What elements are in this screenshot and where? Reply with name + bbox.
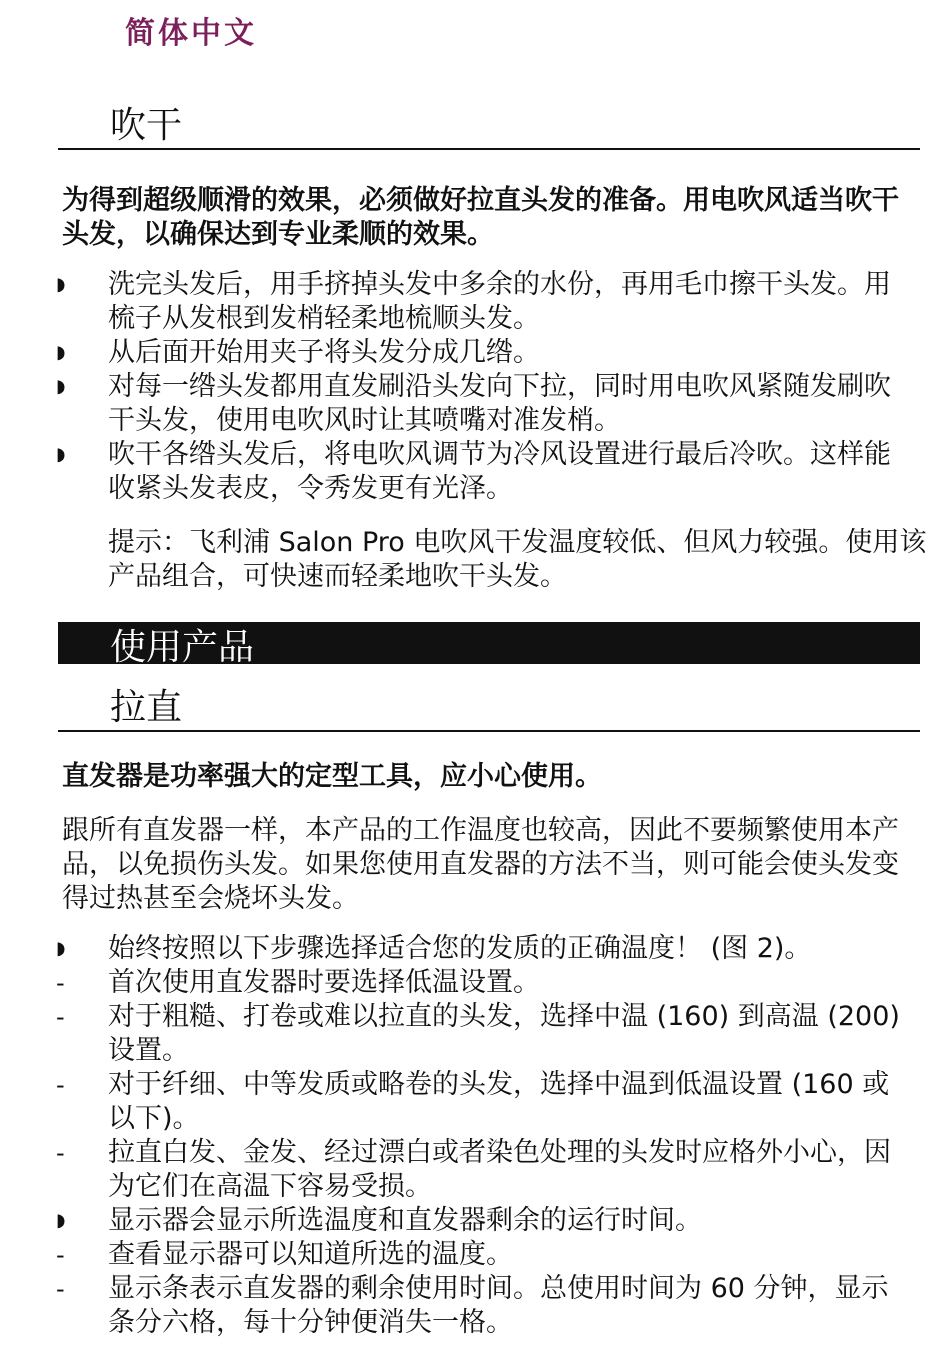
blow-dry-steps <box>0 268 950 506</box>
list-item-text: 对于粗糙、打卷或难以拉直的头发，选择中温 (160) 到高温 (200) 设置。 <box>108 1001 900 1066</box>
bullet-icon: ◗ <box>56 938 66 959</box>
list-item-text: 对于纤细、中等发质或略卷的头发，选择中温到低温设置 (160 或以下)。 <box>108 1069 890 1134</box>
bullet-icon: ◗ <box>56 1210 66 1231</box>
dash-marker: - <box>56 1275 65 1303</box>
list-item <box>0 438 950 506</box>
list-item <box>0 370 950 438</box>
language-label: 简体中文 <box>125 16 257 51</box>
list-item-text: 显示条表示直发器的剩余使用时间。总使用时间为 60 分钟，显示条分六格，每十分钟便消失一格。 <box>108 1273 889 1338</box>
list-item <box>0 932 950 966</box>
list-item <box>0 1272 950 1340</box>
list-item-text: 从后面开始用夹子将头发分成几绺。 <box>108 337 540 368</box>
list-item-text: 吹干各绺头发后，将电吹风调节为冷风设置进行最后冷吹。这样能收紧头发表皮，令秀发更有光泽。 <box>108 439 891 504</box>
list-item <box>0 1136 950 1204</box>
bullet-icon: ◗ <box>56 342 66 363</box>
list-item-text: 显示器会显示所选温度和直发器剩余的运行时间。 <box>108 1205 702 1236</box>
dash-marker: - <box>56 1139 65 1167</box>
list-item <box>0 336 950 370</box>
tip-note: 提示：飞利浦 Salon Pro 电吹风干发温度较低、但风力较强。使用该产品组合，可快速而轻柔地吹干头发。 <box>108 527 927 592</box>
list-item-text: 查看显示器可以知道所选的温度。 <box>108 1239 513 1270</box>
dash-marker: - <box>56 1071 65 1099</box>
dash-marker: - <box>56 969 65 997</box>
section-heading-straightening <box>58 686 920 732</box>
list-item-text: 对每一绺头发都用直发刷沿头发向下拉，同时用电吹风紧随发刷吹干头发，使用电吹风时让其喷嘴对准发梢。 <box>108 371 891 436</box>
list-item <box>0 1238 950 1272</box>
section-heading-text: 吹干 <box>110 105 183 146</box>
dash-marker: - <box>56 1003 65 1031</box>
list-item-text: 始终按照以下步骤选择适合您的发质的正确温度！ (图 2)。 <box>108 933 812 964</box>
section-heading-text: 拉直 <box>110 687 183 728</box>
chapter-heading-text: 使用产品 <box>110 627 255 664</box>
straightening-steps <box>0 932 950 1340</box>
bullet-icon: ◗ <box>56 274 66 295</box>
list-item-text: 首次使用直发器时要选择低温设置。 <box>108 967 540 998</box>
dash-marker: - <box>56 1241 65 1269</box>
chapter-heading-bar <box>58 622 920 664</box>
straightening-warning: 直发器是功率强大的定型工具，应小心使用。 <box>62 761 602 792</box>
list-item <box>0 1068 950 1136</box>
section-heading-blow-dry <box>58 104 920 150</box>
list-item <box>0 1000 950 1068</box>
bullet-icon: ◗ <box>56 376 66 397</box>
bullet-icon: ◗ <box>56 444 66 465</box>
straightening-paragraph: 跟所有直发器一样，本产品的工作温度也较高，因此不要频繁使用本产品，以免损伤头发。如果您使用直发器的方法不当，则可能会使头发变得过热甚至会烧坏头发。 <box>62 815 899 914</box>
blow-dry-intro: 为得到超级顺滑的效果，必须做好拉直头发的准备。用电吹风适当吹干头发，以确保达到专业柔顺的效果。 <box>62 185 899 250</box>
list-item <box>0 966 950 1000</box>
list-item-text: 洗完头发后，用手挤掉头发中多余的水份，再用毛巾擦干头发。用梳子从发根到发梢轻柔地梳顺头发。 <box>108 269 891 334</box>
list-item-text: 拉直白发、金发、经过漂白或者染色处理的头发时应格外小心，因为它们在高温下容易受损。 <box>108 1137 891 1202</box>
list-item <box>0 1204 950 1238</box>
list-item <box>0 268 950 336</box>
